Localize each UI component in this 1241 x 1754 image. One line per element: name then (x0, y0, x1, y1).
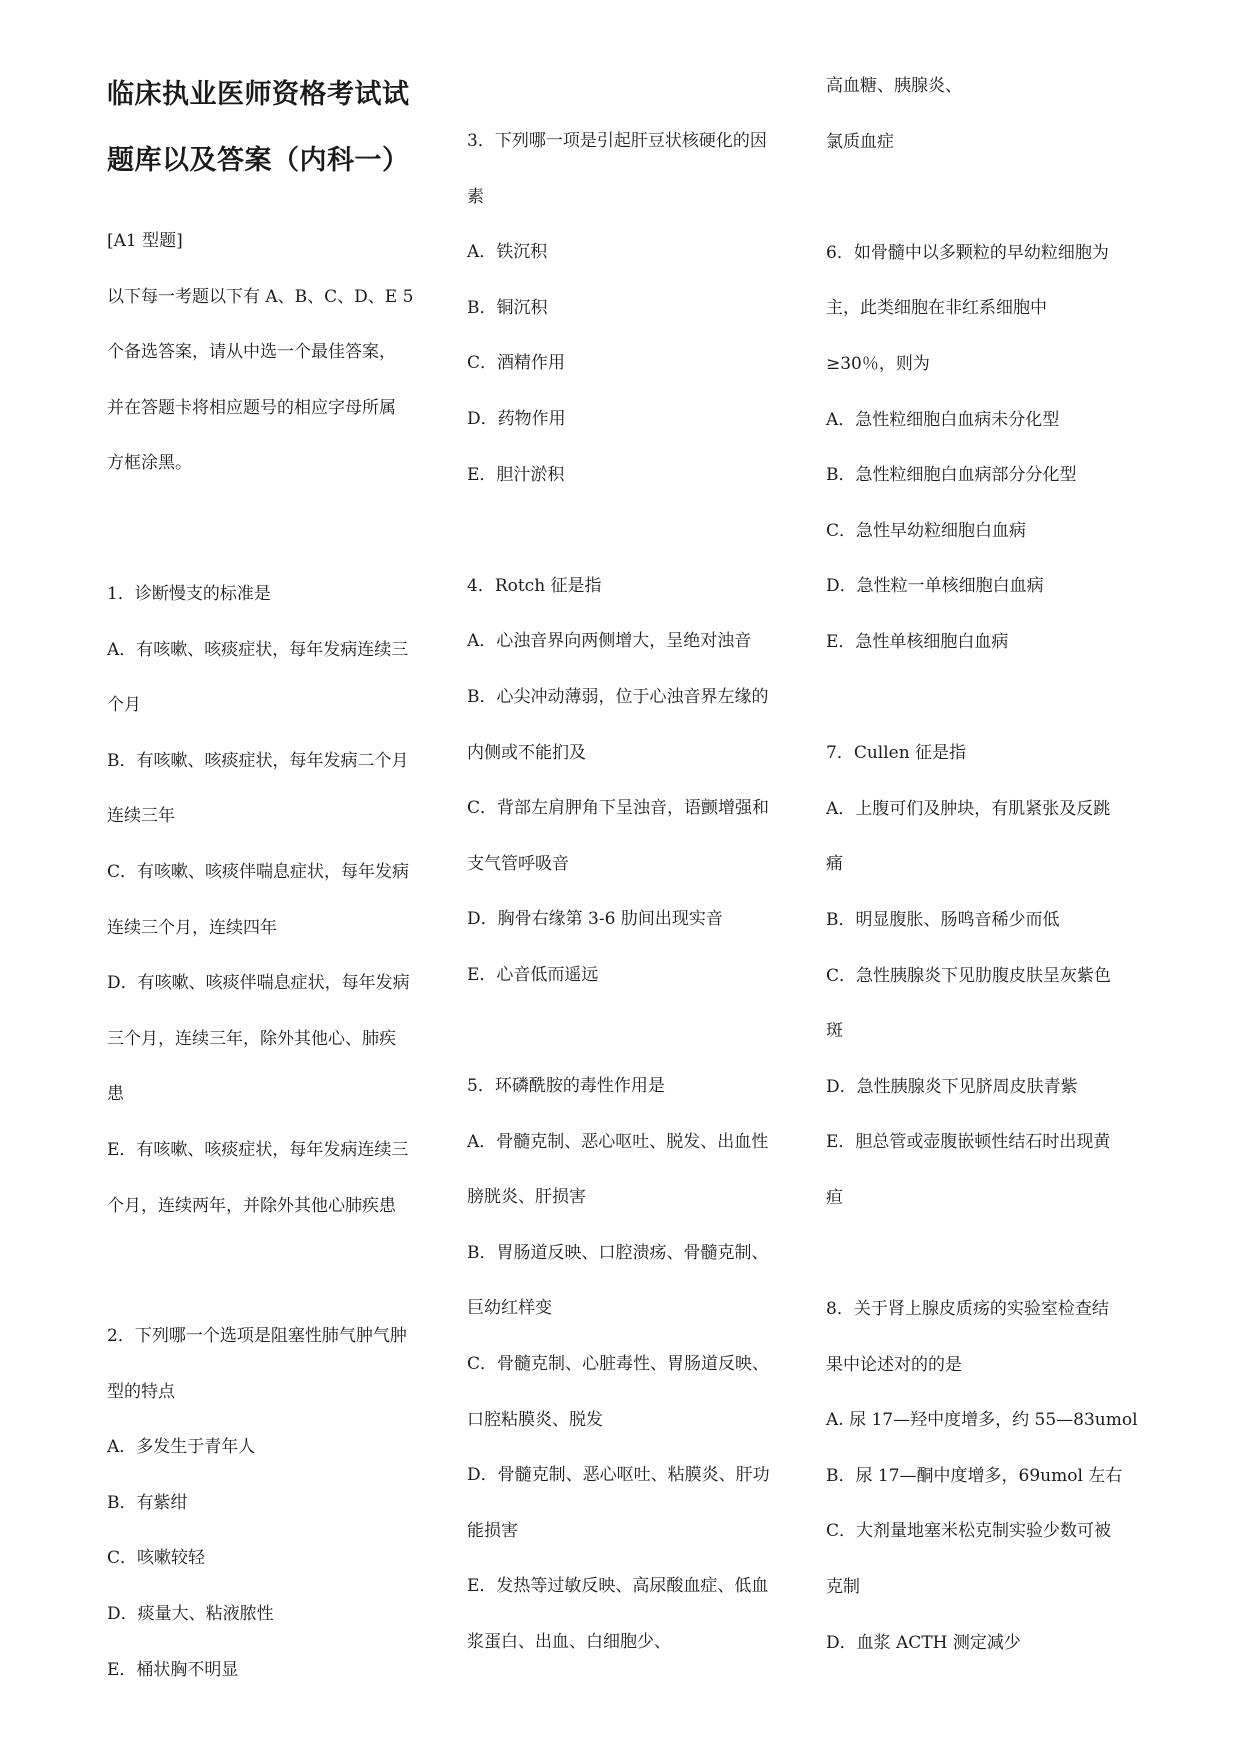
instructions-line: 个备选答案，请从中选一个最佳答案， (107, 342, 396, 363)
question-option: C．背部左肩胛角下呈浊音，语颤增强和 (467, 798, 770, 819)
question-option: 浆蛋白、出血、白细胞少、 (467, 1632, 671, 1653)
question-option: A．急性粒细胞白血病未分化型 (826, 409, 1060, 430)
column-3 (826, 59, 1161, 1671)
instructions-line: 以下每一考题以下有 A、B、C、D、E 5 (107, 286, 414, 307)
question-option: C．急性早幼粒细胞白血病 (826, 520, 1027, 541)
question-option: A．上腹可们及肿块，有肌紧张及反跳 (826, 798, 1111, 819)
question-6 (826, 226, 1161, 671)
question-option: A．有咳嗽、咳痰症状，每年发病连续三 (107, 639, 409, 660)
question-4 (467, 559, 802, 1004)
question-option: A．骨髓克制、恶心呕吐、脱发、出血性 (467, 1131, 769, 1152)
question-option: B．铜沉积 (467, 297, 548, 318)
question-option: C．急性胰腺炎下见肋腹皮肤呈灰紫色 (826, 965, 1112, 986)
question-stem: 1．诊断慢支的标准是 (107, 583, 271, 604)
question-option: A．心浊音界向两侧增大，呈绝对浊音 (467, 631, 752, 652)
question-option: B．有紫绀 (107, 1492, 188, 1513)
question-option: 克制 (826, 1577, 860, 1598)
question-option: D．胸骨右缘第 3-6 肋间出现实音 (467, 909, 723, 930)
question-option: B．胃肠道反映、口腔溃疡、骨髓克制、 (467, 1242, 769, 1263)
question-5 (467, 1059, 802, 1671)
question-stem: 2．下列哪一个选项是阻塞性肺气肿气肿 (107, 1326, 407, 1347)
question-option: D．有咳嗽、咳痰伴喘息症状，每年发病 (107, 973, 410, 994)
question-option: A．多发生于青年人 (107, 1437, 256, 1458)
question-option: E．桶状胸不明显 (107, 1659, 239, 1680)
question-option: C．大剂量地塞米松克制实验少数可被 (826, 1521, 1112, 1542)
column-2 (467, 114, 802, 1671)
section-label: [A1 型题] (107, 231, 183, 251)
question-option: A．铁沉积 (467, 242, 548, 263)
question-option: B．明显腹胀、肠鸣音稀少而低 (826, 909, 1060, 930)
question-8 (826, 1282, 1161, 1671)
question-stem: ≥30％，则为 (826, 353, 930, 374)
question-option: 患 (107, 1084, 124, 1105)
question-option: 口腔粘膜炎、脱发 (467, 1409, 603, 1430)
question-option: 能损害 (467, 1520, 518, 1541)
question-option: 个月，连续两年，并除外其他心肺疾患 (107, 1195, 396, 1216)
question-stem: 3．下列哪一项是引起肝豆状核硬化的因 (467, 131, 767, 151)
question-stem: 5．环磷酰胺的毒性作用是 (467, 1076, 665, 1097)
question-option: C．酒精作用 (467, 353, 566, 374)
question-option: 斑 (826, 1021, 843, 1042)
page-title-line-1: 临床执业医师资格考试试 (107, 79, 410, 110)
question-option: 连续三个月，连续四年 (107, 917, 277, 938)
question-option: D．急性胰腺炎下见脐周皮肤青紫 (826, 1076, 1078, 1097)
question-option-continued: 氯质血症 (826, 131, 894, 152)
question-option: C．咳嗽较轻 (107, 1548, 206, 1569)
question-stem: 素 (467, 186, 484, 207)
question-option: E．胆总管或壶腹嵌顿性结石时出现黄 (826, 1132, 1111, 1153)
question-option: 三个月，连续三年，除外其他心、肺疾 (107, 1028, 396, 1049)
page-title-line-2: 题库以及答案（内科一） (107, 145, 410, 176)
instructions-line: 方框涂黑。 (107, 453, 192, 474)
question-option: C．骨髓克制、心脏毒性、胃肠道反映、 (467, 1354, 770, 1375)
question-option: D．药物作用 (467, 408, 566, 429)
question-option: B．尿 17—酮中度增多，69umol 左右 (826, 1465, 1123, 1486)
question-option: D．血浆 ACTH 测定减少 (826, 1632, 1021, 1653)
question-option: D．骨髓克制、恶心呕吐、粘膜炎、肝功 (467, 1465, 770, 1486)
question-1 (107, 567, 437, 1234)
question-option: 痛 (826, 854, 843, 875)
question-option: E．急性单核细胞白血病 (826, 631, 1009, 652)
question-option: C．有咳嗽、咳痰伴喘息症状，每年发病 (107, 861, 410, 882)
question-stem: 果中论述对的的是 (826, 1354, 962, 1375)
question-option: B．有咳嗽、咳痰症状，每年发病二个月 (107, 750, 409, 771)
question-option: D．痰量大、粘液脓性 (107, 1604, 274, 1625)
question-option-continued: 高血糖、胰腺炎、 (826, 76, 962, 96)
question-stem: 8．关于肾上腺皮质疡的实验室检查结 (826, 1299, 1109, 1320)
question-stem: 6．如骨髓中以多颗粒的早幼粒细胞为 (826, 242, 1109, 263)
question-stem: 4．Rotch 征是指 (467, 575, 602, 596)
question-option: E．有咳嗽、咳痰症状，每年发病连续三 (107, 1139, 409, 1160)
question-option: D．急性粒一单核细胞白血病 (826, 576, 1044, 597)
column-1 (107, 62, 437, 1698)
question-option: A. 尿 17—羟中度增多，约 55—83umol (826, 1410, 1138, 1431)
question-stem: 型的特点 (107, 1381, 175, 1402)
question-2 (107, 1309, 437, 1698)
question-option: E．心音低而遥远 (467, 964, 599, 985)
question-stem: 主，此类细胞在非红系细胞中 (826, 298, 1047, 319)
question-option: E．发热等过敏反映、高尿酸血症、低血 (467, 1576, 769, 1597)
question-option: B．心尖冲动薄弱，位于心浊音界左缘的 (467, 686, 769, 707)
question-7 (826, 726, 1161, 1226)
question-option: 内侧或不能扪及 (467, 742, 586, 763)
question-option: 膀胱炎、肝损害 (467, 1187, 586, 1208)
question-option: E．胆汁淤积 (467, 464, 565, 485)
question-option: 疸 (826, 1187, 843, 1208)
question-option: 连续三年 (107, 806, 175, 827)
instructions-line: 并在答题卡将相应题号的相应字母所属 (107, 397, 396, 418)
question-option: 巨幼红样变 (467, 1298, 552, 1319)
question-3 (467, 114, 802, 503)
question-option: 支气管呼吸音 (467, 853, 569, 874)
question-option: B．急性粒细胞白血病部分分化型 (826, 465, 1077, 486)
question-stem: 7．Cullen 征是指 (826, 743, 967, 764)
question-option: 个月 (107, 695, 141, 716)
